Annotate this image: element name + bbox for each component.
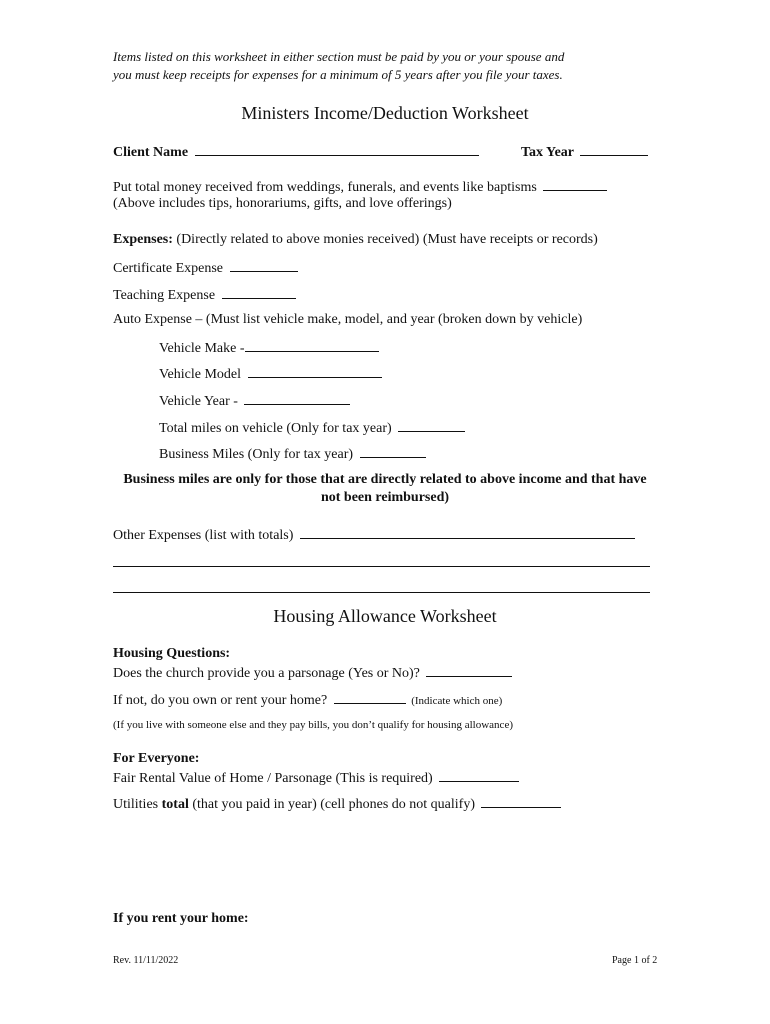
teaching-expense-row <box>113 285 296 305</box>
own-rent-question-row <box>113 690 502 710</box>
money-received-label: Put total money received from weddings, funerals, and events like baptisms <box>113 180 537 195</box>
certificate-expense-label: Certificate Expense <box>113 261 224 276</box>
utilities-row <box>113 794 561 814</box>
utilities-label: Utilities <box>113 797 159 812</box>
auto-expense-label: Auto Expense – (Must list vehicle make, model, and year (broken down by vehicle) <box>113 312 583 327</box>
vehicle-make-field[interactable] <box>245 338 379 352</box>
intro-line-2: you must keep receipts for expenses for a minimum of 5 years after you file your taxes. <box>113 67 563 82</box>
money-received-row <box>113 177 607 197</box>
teaching-expense-field[interactable] <box>222 285 296 299</box>
total-miles-field[interactable] <box>398 418 465 432</box>
tax-year-row <box>521 142 648 162</box>
total-miles-label: Total miles on vehicle (Only for tax year) <box>159 421 392 436</box>
intro-line-1: Items listed on this worksheet in either section must be paid by you or your spouse and <box>113 49 565 64</box>
utilities-total-emphasis: total <box>161 797 189 812</box>
business-miles-row <box>159 444 426 464</box>
parsonage-question-label: Does the church provide you a parsonage (Yes or No)? <box>113 666 420 681</box>
client-name-label: Client Name <box>113 145 189 160</box>
income-worksheet-title: Ministers Income/Deduction Worksheet <box>241 103 529 123</box>
vehicle-year-label: Vehicle Year - <box>159 394 238 409</box>
business-miles-note: Business miles are only for those that are directly related to above income and that have not been reimbursed) <box>123 472 647 505</box>
certificate-expense-field[interactable] <box>230 258 298 272</box>
other-expenses-row <box>113 525 635 545</box>
other-expenses-field[interactable] <box>300 525 635 539</box>
vehicle-make-label: Vehicle Make - <box>159 341 245 356</box>
own-rent-question-label: If not, do you own or rent your home? <box>113 693 328 708</box>
client-name-row <box>113 142 479 162</box>
vehicle-year-row <box>159 391 350 411</box>
fair-rental-label: Fair Rental Value of Home / Parsonage (This is required) <box>113 771 433 786</box>
other-expenses-line-3[interactable] <box>113 592 650 593</box>
business-miles-field[interactable] <box>360 444 426 458</box>
teaching-expense-label: Teaching Expense <box>113 288 216 303</box>
vehicle-model-row <box>159 364 382 384</box>
rent-home-heading: If you rent your home: <box>113 911 249 926</box>
tax-year-label: Tax Year <box>521 145 574 160</box>
total-miles-row <box>159 418 465 438</box>
money-received-field[interactable] <box>543 177 607 191</box>
vehicle-make-row <box>159 338 379 358</box>
parsonage-question-row <box>113 663 512 683</box>
own-rent-answer-field[interactable] <box>334 690 406 704</box>
money-received-note: (Above includes tips, honorariums, gifts, and love offerings) <box>113 196 452 211</box>
revision-date: Rev. 11/11/2022 <box>113 955 179 966</box>
other-expenses-line-2[interactable] <box>113 566 650 567</box>
certificate-expense-row <box>113 258 298 278</box>
vehicle-model-label: Vehicle Model <box>159 367 242 382</box>
housing-worksheet-title: Housing Allowance Worksheet <box>273 606 497 626</box>
vehicle-model-field[interactable] <box>248 364 382 378</box>
housing-questions-heading: Housing Questions: <box>113 646 231 661</box>
other-expenses-label: Other Expenses (list with totals) <box>113 528 294 543</box>
utilities-note: (that you paid in year) (cell phones do not qualify) <box>192 797 475 812</box>
client-name-field[interactable] <box>195 142 479 156</box>
housing-allowance-note: (If you live with someone else and they pay bills, you don’t qualify for housing allowance) <box>113 719 513 731</box>
vehicle-year-field[interactable] <box>244 391 350 405</box>
business-miles-label: Business Miles (Only for tax year) <box>159 447 354 462</box>
expenses-heading: Expenses: <box>113 232 173 247</box>
utilities-field[interactable] <box>481 794 561 808</box>
fair-rental-row <box>113 768 519 788</box>
for-everyone-heading: For Everyone: <box>113 751 200 766</box>
expenses-heading-row <box>113 231 598 249</box>
page-number: Page 1 of 2 <box>612 955 658 966</box>
expenses-heading-note: (Directly related to above monies received) (Must have receipts or records) <box>176 232 598 247</box>
tax-year-field[interactable] <box>580 142 648 156</box>
fair-rental-field[interactable] <box>439 768 519 782</box>
indicate-note: (Indicate which one) <box>411 695 503 707</box>
parsonage-answer-field[interactable] <box>426 663 512 677</box>
